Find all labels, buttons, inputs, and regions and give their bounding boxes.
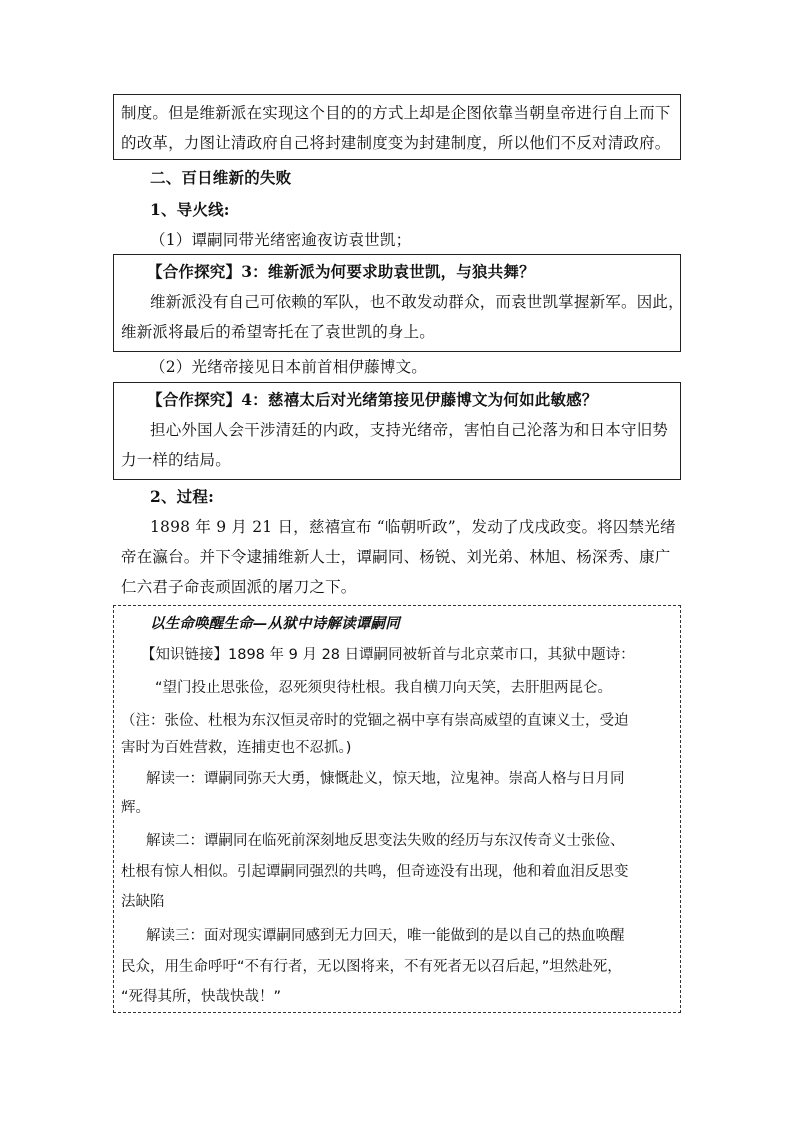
process-line-2: 帝在瀛台。并下令逮捕维新人士，谭嗣同、杨锐、刘光弟、林旭、杨深秀、康广 [121, 548, 671, 566]
knowledge-title: 以生命唤醒生命—从狱中诗解读谭嗣同 [150, 616, 400, 632]
question-3-title: 【合作探究】3：维新派为何要求助袁世凯，与狼共舞？ [147, 262, 535, 281]
trigger-item-1: （1）谭嗣同带光绪密逾夜访袁世凯； [150, 231, 412, 249]
reading-3-line-1: 解读三：面对现实谭嗣同感到无力回天，唯一能做到的是以自己的热血唤醒 [146, 928, 625, 944]
knowledge-note-1: （注：张俭、杜根为东汉恒灵帝时的党锢之祸中享有崇高威望的直谏义士，受迫 [121, 713, 629, 729]
question-3-answer-1: 维新派没有自己可依赖的军队，也不敢发动群众，而袁世凯掌握新军。因此， [150, 293, 684, 311]
intro-line-2: 的改革，力图让清政府自己将封建制度变为封建制度，所以他们不反对清政府。 [121, 134, 671, 152]
knowledge-note-2: 害时为百姓营救，连捕吏也不忍抓。) [121, 740, 352, 756]
subsection-trigger: 1、导火线: [150, 200, 230, 219]
reading-2-line-2: 杜根有惊人相似。引起谭嗣同强烈的共鸣，但奇迹没有出现，他和着血泪反思变 [121, 864, 629, 880]
intro-line-1: 制度。但是维新派在实现这个目的的方式上却是企图依靠当朝皇帝进行自上而下 [121, 104, 671, 122]
process-line-3: 仁六君子命丧顽固派的屠刀之下。 [121, 578, 357, 596]
reading-3-line-2: 民众，用生命呼吁“不有行者，无以图将来，不有死者无以召后起，”坦然赴死， [121, 959, 622, 975]
section-title: 二、百日维新的失败 [150, 168, 292, 187]
question-3-answer-2: 维新派将最后的希望寄托在了袁世凯的身上。 [121, 323, 436, 341]
knowledge-poem: “望门投止思张俭，忍死须臾待杜根。我自横刀向天笑，去肝胆两昆仑。 [155, 680, 613, 696]
trigger-item-2: （2）光绪帝接见日本前首相伊藤博文。 [150, 358, 427, 376]
question-4-title: 【合作探究】4：慈禧太后对光绪第接见伊藤博文为何如此敏感？ [147, 390, 598, 409]
process-line-1: 1898 年 9 月 21 日，慈禧宣布 “临朝听政”，发动了戊戌政变。将囚禁光绪 [150, 518, 676, 536]
reading-2-line-3: 法缺陷 [121, 894, 165, 910]
reading-3-line-3: “死得其所，快哉快哉！” [121, 989, 282, 1005]
reading-1-line-1: 解读一：谭嗣同弥天大勇，慷慨赴义，惊天地，泣鬼神。崇高人格与日月同 [146, 771, 625, 787]
question-4-answer-2: 力一样的结局。 [121, 451, 231, 469]
reading-2-line-1: 解读二：谭嗣同在临死前深刻地反思变法失败的经历与东汉传奇义士张俭、 [146, 833, 625, 849]
question-4-answer-1: 担心外国人会干涉清廷的内政，支持光绪帝，害怕自己沦落为和日本守旧势 [150, 421, 669, 439]
knowledge-line-1: 【知识链接】1898 年 9 月 28 日谭嗣同被斩首与北京菜市口，其狱中题诗： [141, 647, 635, 663]
reading-1-line-2: 辉。 [121, 800, 150, 816]
subsection-process: 2、过程: [150, 487, 215, 506]
knowledge-box [113, 605, 681, 1013]
